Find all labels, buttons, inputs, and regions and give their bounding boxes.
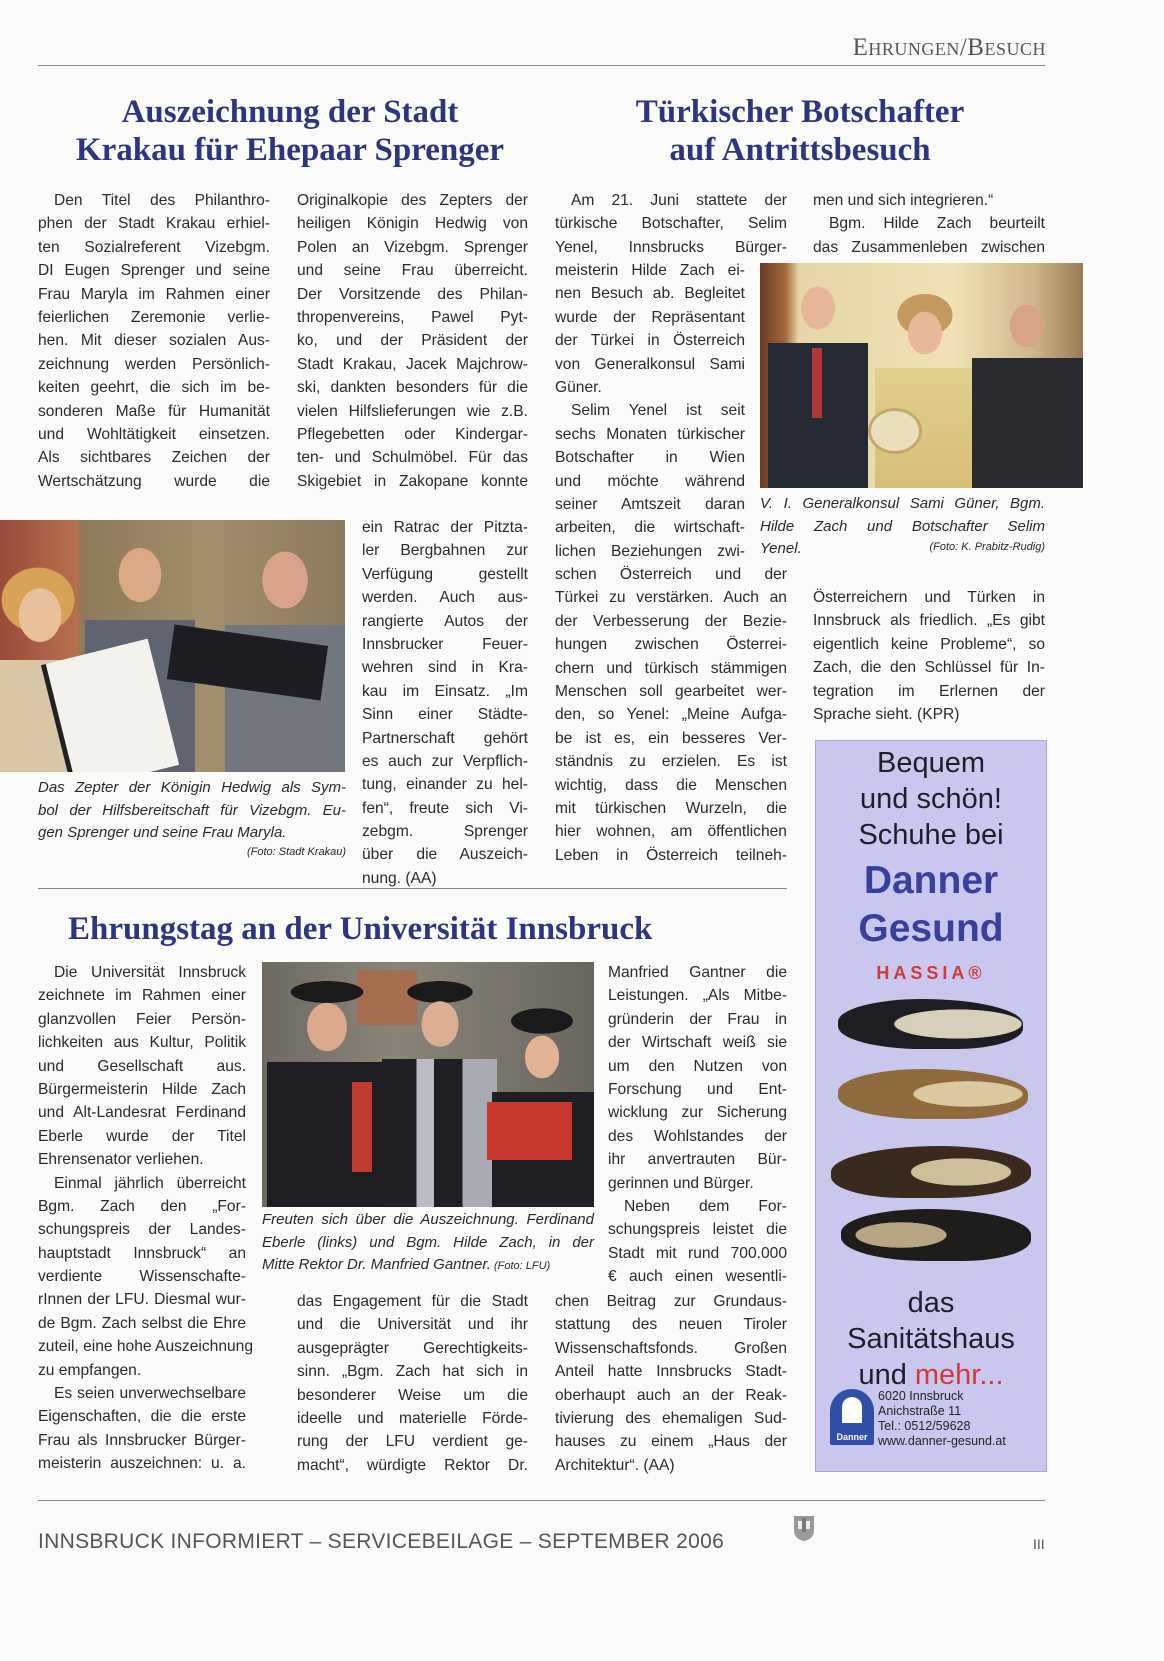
text-line: zuteil, eine hohe Auszeichnung <box>38 1338 254 1356</box>
text-line: hier wohnen, am öffentlichen <box>555 823 787 841</box>
logo-text: Danner <box>836 1432 868 1442</box>
text-line: Neben dem For- <box>624 1197 787 1215</box>
text-line: und Alt-Landesrat Ferdinand <box>38 1104 246 1122</box>
advertisement-danner-gesund[interactable] <box>815 740 1047 1472</box>
text-line: lichkeiten aus Kultur, Politik <box>38 1034 246 1052</box>
caption-line: Eberle (links) und Bgm. Hilde Zach, in der <box>262 1233 594 1251</box>
text-line: nen Besuch ab. Begleitet <box>555 285 745 303</box>
text-line: es auch zur Verpflich- <box>362 752 528 770</box>
header-rule <box>38 65 1045 66</box>
photo-ambassador-visit <box>760 263 1083 488</box>
text-line: hauptstadt Innsbruck“ an <box>38 1244 246 1262</box>
ad-website-link[interactable]: www.danner-gesund.at <box>878 1434 1006 1448</box>
text-line: Bgm. Zach den „For- <box>38 1197 246 1215</box>
photo-sceptre-ceremony <box>0 520 345 772</box>
text-line: und Wohltätigkeit einsetzen. <box>38 425 270 443</box>
text-line: besonderer Weise um die <box>297 1386 528 1404</box>
article3-column-1 <box>38 961 254 1476</box>
article1-title <box>30 93 550 169</box>
article3-column-3-continued <box>555 1290 787 1477</box>
innsbruck-coat-of-arms-icon <box>793 1512 815 1542</box>
text-line: hen. Mit dieser sozialen Aus- <box>38 332 270 350</box>
text-line: Innsbrucker Feuer- <box>362 635 528 653</box>
ad-address-line: 6020 Innsbruck <box>878 1389 964 1403</box>
article3-column-2 <box>297 1290 528 1477</box>
text-line: schen Österreich und der <box>555 566 787 583</box>
text-line: Einmal jährlich überreicht <box>54 1174 246 1192</box>
text-line: arbeiten, die wirtschaft- <box>555 519 745 537</box>
text-line: lichen Beziehungen zwi- <box>555 542 745 560</box>
ad-address-line: Anichstraße 11 <box>878 1404 962 1418</box>
text-line: tivierung des ehemaligen Sud- <box>555 1409 787 1427</box>
text-line: ideelle und materielle Förde- <box>297 1409 528 1427</box>
text-line: wichtig, dass die Menschen <box>555 776 787 794</box>
text-line: kau im Einsatz. „Im <box>362 682 528 700</box>
caption-line: Yenel. <box>760 540 802 557</box>
ad-line: Sanitätshaus <box>847 1323 1015 1355</box>
article2-photo-credit <box>760 543 1045 553</box>
article2-title <box>555 93 1045 169</box>
text-line: ihr anvertrauten Bür- <box>608 1151 787 1169</box>
text-line: sonderen Maße für Humanität <box>38 402 270 420</box>
text-line: rangierte Autos der <box>362 612 528 630</box>
ad-tagline <box>816 1285 1046 1393</box>
text-line: verdiente Wissenschafte- <box>38 1268 246 1286</box>
text-line: ein Ratrac der Pitzta- <box>362 519 528 536</box>
ad-shoe-brand: HASSIA® <box>876 963 986 983</box>
ad-line: Bequem <box>876 747 985 779</box>
text-line: tegration im Erlernen der <box>813 682 1045 700</box>
text-line: DI Eugen Sprenger und seine <box>38 262 270 280</box>
text-line: ausgeprägter Gerechtigkeits- <box>297 1339 528 1357</box>
text-line: Den Titel des Philanthro- <box>54 192 270 209</box>
text-line: Manfried Gantner die <box>608 964 787 981</box>
text-line: Forschung und Ent- <box>608 1080 787 1098</box>
text-line: über die Auszeich- <box>362 846 528 864</box>
text-line: Leben in Österreich teilneh- <box>555 846 787 864</box>
text-line: Als sichtbares Zeichen der <box>38 449 270 467</box>
text-line: Wissenschaftsfonds. Großen <box>555 1339 787 1357</box>
caption-line: Freuten sich über die Auszeichnung. Ferdinand <box>262 1211 594 1228</box>
text-line: Die Universität Innsbruck <box>54 964 246 981</box>
text-line: mit türkischen Wurzeln, die <box>555 799 787 817</box>
text-line: der Wirtschaft weiß sie <box>608 1034 787 1052</box>
text-line: € auch einen wesentli- <box>608 1268 787 1286</box>
ad-line: und schön! <box>860 783 1002 815</box>
ad-line <box>816 1357 1046 1393</box>
text-line: Sprache sieht. (KPR) <box>813 705 960 723</box>
article1-column-2-continued <box>362 516 528 890</box>
text-line: das Engagement für die Stadt <box>297 1293 528 1310</box>
text-line: Der Vorsitzende des Philan- <box>297 285 528 303</box>
text-line: Eberle wurde der Titel <box>38 1127 246 1145</box>
text-line: glanzvollen Feier Persön- <box>38 1010 246 1028</box>
text-line: Ehrensenator verliehen. <box>38 1151 204 1169</box>
ad-brand <box>816 857 1046 953</box>
text-line: seiner Amtszeit daran <box>555 495 745 513</box>
text-line: Sinn einer Städte- <box>362 706 528 724</box>
text-line: Architektur“. (AA) <box>555 1456 675 1474</box>
text-line: stattung des neuen Tiroler <box>555 1316 787 1334</box>
text-line: von Generalkonsul Sami <box>555 355 745 373</box>
text-line: zu empfangen. <box>38 1361 142 1379</box>
text-line: gründerin der Frau in <box>608 1010 787 1028</box>
text-line: chern und türkisch stämmigen <box>555 659 787 677</box>
ad-brand-line: Danner <box>863 859 999 902</box>
text-line: thropenvereins, Pawel Pyt- <box>297 308 528 326</box>
ad-line: Schuhe bei <box>858 819 1004 851</box>
title-line: Türkischer Botschafter <box>635 94 965 130</box>
text-line: oberhaupt auch an der Reak- <box>555 1386 787 1404</box>
title-line: Auszeichnung der Stadt <box>121 94 459 130</box>
article3-column-3 <box>608 961 787 1288</box>
text-line: Türkei zu verstärken. Auch an <box>555 589 787 607</box>
photo-university-honours <box>262 962 594 1207</box>
article3-photo-caption <box>262 1209 594 1278</box>
photo-credit: (Foto: Stadt Krakau) <box>246 846 346 858</box>
text-line: wurde der Repräsentant <box>555 308 745 326</box>
text-line: Frau als Innsbrucker Bürger- <box>38 1431 246 1449</box>
caption-line: Hilde Zach und Botschafter Selim <box>760 517 1045 535</box>
text-line: und seine Frau überreicht. <box>297 262 528 280</box>
text-line: Polen an Vizebgm. Sprenger <box>297 238 528 256</box>
text-line: wicklung zur Sicherung <box>608 1104 787 1122</box>
text-line: ten- und Schulmöbel. Für das <box>297 449 528 467</box>
caption-line: V. I. Generalkonsul Sami Güner, Bgm. <box>760 495 1045 512</box>
text-line: das Zusammenleben zwischen <box>813 238 1045 256</box>
article2-column-1 <box>555 189 787 259</box>
section-divider <box>38 888 787 889</box>
caption-line: Das Zepter der Königin Hedwig als Sym- <box>38 779 346 796</box>
shoe-dark-pump-image <box>831 1146 1031 1198</box>
text-line: meisterin auszeichnen: u. a. <box>38 1455 246 1473</box>
ad-headline <box>816 745 1046 853</box>
ad-und: und <box>858 1359 915 1391</box>
article2-column-1-narrow <box>555 259 745 563</box>
text-line: Selim Yenel ist seit <box>571 402 745 420</box>
text-line: schungspreis leistet die <box>608 1221 787 1239</box>
text-line: türkische Botschafter, Selim <box>555 215 787 233</box>
text-line: Verfügung gestellt <box>362 565 528 583</box>
text-line: gerinnen und Bürger. <box>608 1174 754 1192</box>
text-line: eigentlich keine Probleme“, so <box>813 635 1045 653</box>
text-line: und Gesellschaft aus. <box>38 1057 246 1075</box>
ad-brand-line: Gesund <box>858 907 1004 950</box>
text-line: der Verbesserung der Bezie- <box>555 612 787 630</box>
text-line: Am 21. Juni stattete der <box>571 192 787 209</box>
text-line: macht“, würdigte Rektor Dr. <box>297 1456 528 1474</box>
ad-mehr: mehr... <box>914 1359 1004 1391</box>
text-line: und die Universität und ihr <box>297 1316 528 1334</box>
text-line: Frau Maryla im Rahmen einer <box>38 285 270 303</box>
text-line: und möchte während <box>555 472 745 490</box>
text-line: Bgm. Hilde Zach beurteilt <box>829 215 1045 233</box>
text-line: men und sich integrieren.“ <box>813 192 994 209</box>
text-line: be ist es, ein besseres Ver- <box>555 729 787 747</box>
article1-photo-caption <box>38 777 346 845</box>
article2-column-2 <box>813 189 1045 259</box>
text-line: Wertschätzung wurde die <box>38 472 270 490</box>
text-line: Originalkopie des Zepters der <box>297 192 528 209</box>
footer-publication: INNSBRUCK INFORMIERT – SERVICEBEILAGE – SEPTEMBER 2006 <box>38 1530 725 1553</box>
text-line: Österreichern und Türken in <box>813 589 1045 606</box>
text-line: sinn. „Bgm. Zach hat sich in <box>297 1363 528 1381</box>
text-line: sechs Monaten türkischer <box>555 425 745 443</box>
footer-rule <box>38 1500 1045 1501</box>
text-line: de Bgm. Zach selbst die Ehre <box>38 1314 246 1332</box>
text-line: vielen Hilfslieferungen wie z.B. <box>297 402 528 420</box>
text-line: Eigenschaften, die die erste <box>38 1408 246 1426</box>
text-line: Anteil hatte Innsbrucks Stadt- <box>555 1363 787 1381</box>
text-line: zebgm. Sprenger <box>362 823 528 841</box>
text-line: Skigebiet in Zakopane konnte <box>297 472 528 490</box>
text-line: ski, dankten besonders für die <box>297 379 528 397</box>
text-line: Es seien unverwechselbare <box>54 1385 246 1403</box>
text-line: Menschen soll gearbeitet wer- <box>555 682 787 700</box>
article1-photo-credit <box>38 848 346 858</box>
text-line: Partnerschaft gehört <box>362 729 528 747</box>
text-line: den, so Yenel: „Meine Aufga- <box>555 706 787 724</box>
shoe-black-loafer-image <box>841 1209 1031 1261</box>
section-label: Ehrungen/Besuch <box>852 34 1046 61</box>
text-line: um den Nutzen von <box>608 1057 787 1075</box>
text-line: Innsbruck als friedlich. „Es gibt <box>813 612 1045 630</box>
title-line: Krakau für Ehepaar Sprenger <box>75 132 505 168</box>
article2-column-2-continued <box>813 586 1045 726</box>
title-line: auf Antrittsbesuch <box>669 132 931 168</box>
text-line: Bürgermeisterin Hilde Zach <box>38 1080 246 1098</box>
text-line: phen der Stadt Krakau erhiel- <box>38 215 270 233</box>
article1-column-2 <box>297 189 528 493</box>
text-line: Stadt mit rund 700.000 <box>608 1244 787 1262</box>
page-number: III <box>1033 1536 1045 1552</box>
text-line: heiligen Königin Hedwig von <box>297 215 528 233</box>
shoe-brown-loafer-image <box>838 1069 1028 1119</box>
text-line: hungen zwischen Österrei- <box>555 636 787 654</box>
text-line: Botschafter in Wien <box>555 449 745 467</box>
text-line: Pflegebetten oder Kindergar- <box>297 425 528 443</box>
text-line: Güner. <box>555 378 602 396</box>
text-line: Stadt Krakau, Jacek Majchrow- <box>297 355 528 373</box>
text-line: des Wohlstandes der <box>608 1127 787 1145</box>
shoe-black-pump-image <box>838 999 1023 1049</box>
text-line: ko, und der Präsident der <box>297 332 528 350</box>
text-line: meisterin Hilde Zach ei- <box>555 262 745 279</box>
danner-logo <box>830 1389 874 1445</box>
text-line: chen Beitrag zur Grundaus- <box>555 1293 787 1310</box>
text-line: tung, einander zu hel- <box>362 776 528 794</box>
text-line: rung der LFU verdient ge- <box>297 1433 528 1451</box>
text-line: ständnis zu erzielen. Es ist <box>555 753 787 771</box>
article2-column-1-continued <box>555 563 787 867</box>
text-line: werden. Auch aus- <box>362 589 528 607</box>
text-line: Yenel, Innsbrucks Bürger- <box>555 238 787 256</box>
text-line: fen“, freute sich Vi- <box>362 799 528 817</box>
photo-credit: (Foto: K. Prabitz-Rudig) <box>929 541 1045 553</box>
text-line: hauses zu einem „Haus der <box>555 1433 787 1451</box>
text-line: der Türkei in Österreich <box>555 332 745 350</box>
ad-phone: Tel.: 0512/59628 <box>878 1419 971 1433</box>
text-line: Leistungen. „Als Mitbe- <box>608 987 787 1005</box>
photo-credit: (Foto: LFU) <box>493 1260 551 1272</box>
article1-column-1 <box>38 189 270 493</box>
text-line: ten Sozialreferent Vizebgm. <box>38 238 270 256</box>
text-line: wehren sind in Kra- <box>362 659 528 677</box>
text-line: feierlichen Zeremonie verlie- <box>38 308 270 326</box>
text-line: schungspreis der Landes- <box>38 1221 246 1239</box>
text-line: Zach, die den Schlüssel für In- <box>813 659 1045 677</box>
text-line: rInnen der LFU. Diesmal wur- <box>38 1291 246 1309</box>
text-line: zeichnete im Rahmen einer <box>38 987 246 1005</box>
caption-line: gen Sprenger und seine Frau Maryla. <box>38 824 287 841</box>
article3-title: Ehrungstag an der Universität Innsbruck <box>68 911 653 947</box>
text-line: keiten geehrt, die sich im be- <box>38 379 270 397</box>
text-line: nung. (AA) <box>362 869 437 887</box>
text-line: zeichnung werden Persönlich- <box>38 355 270 373</box>
ad-line: das <box>907 1287 955 1319</box>
caption-line: bol der Hilfsbereitschaft für Vizebgm. Eu- <box>38 801 346 819</box>
caption-line: Mitte Rektor Dr. Manfried Gantner. (Foto: LFU) <box>262 1256 551 1273</box>
text-line: ler Bergbahnen zur <box>362 542 528 560</box>
ad-address <box>878 1389 1006 1449</box>
